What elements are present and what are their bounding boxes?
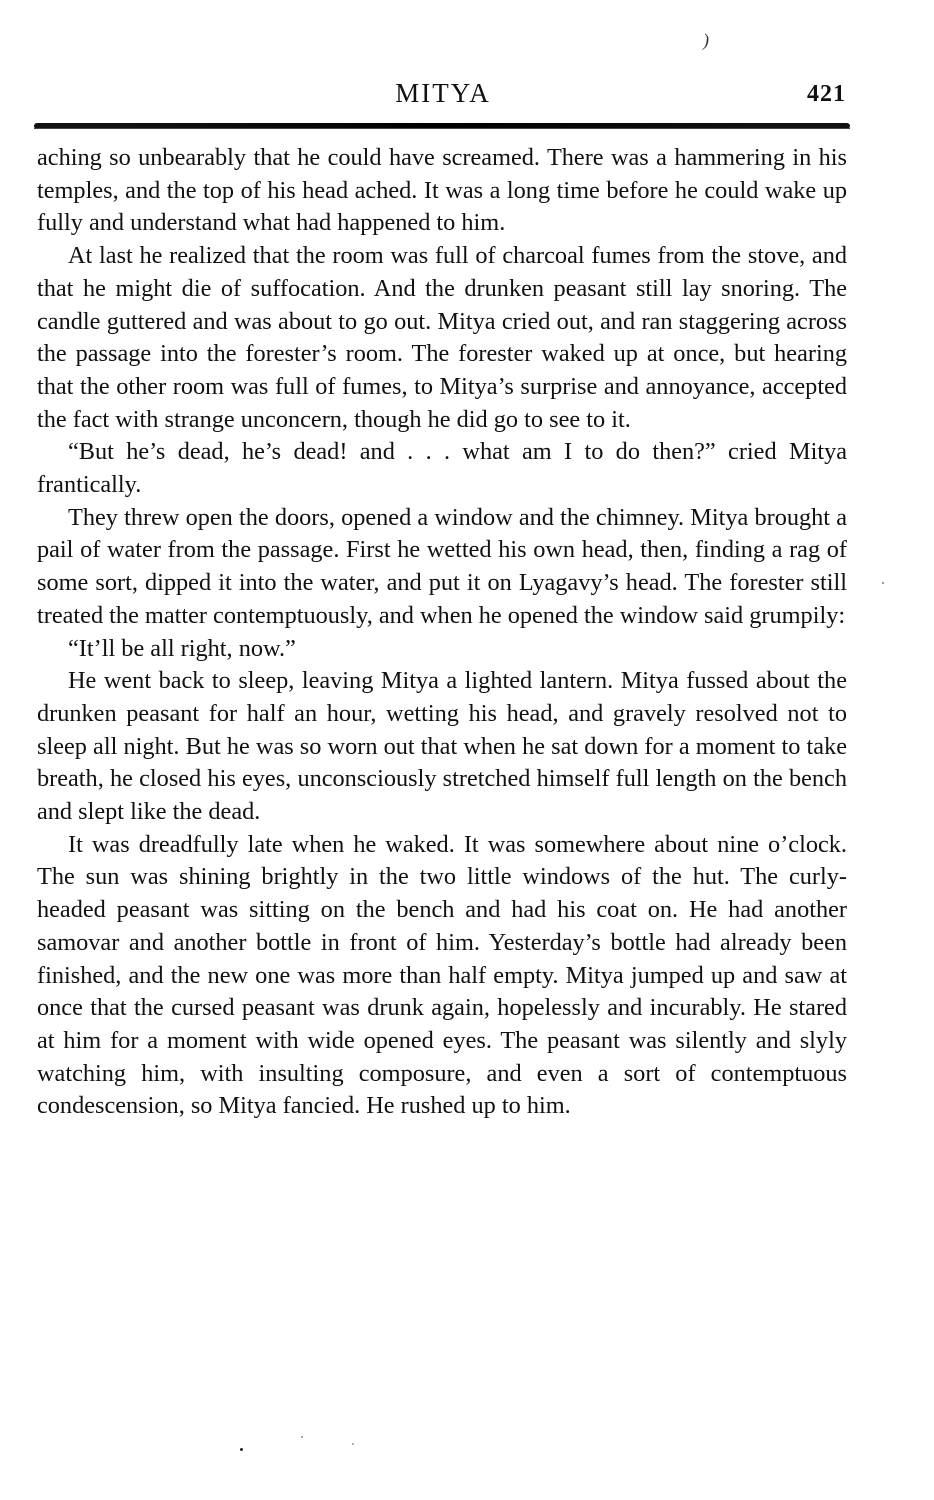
paragraph-4: They threw open the doors, opened a window and the chimney. Mitya brought a pail of water from the passage. First he wetted his own head, then, finding a rag of some sort, dipped it into the water, and put it on Lyagavy’s head. The forester still treated the matter contemptuously, and when he opened the window said grumpily: — [37, 503, 847, 629]
header-rule-thin — [34, 128, 850, 129]
print-speck — [882, 582, 884, 584]
print-speck — [352, 1443, 354, 1445]
running-head — [36, 78, 850, 114]
paragraph-6: He went back to sleep, leaving Mitya a lighted lantern. Mitya fussed about the drunken peasant for half an hour, wetting his head, and gravely resolved not to sleep all night. But he was so worn out that when he sat down for a moment to take breath, he closed his eyes, unconsciously stretched himself full length on the bench and slept like the dead. — [37, 667, 847, 826]
paragraph-5: “It’ll be all right, now.” — [68, 634, 296, 662]
margin-mark: ) — [703, 30, 709, 50]
paragraph-1: aching so unbearably that he could have screamed. There was a hammering in his temples, and the top of his head ached. It was a long time before he could wake up fully and understand what had happened to him. — [37, 144, 847, 237]
print-speck — [301, 1436, 303, 1438]
page-title: MITYA — [395, 78, 491, 108]
paragraph-2: At last he realized that the room was full of charcoal fumes from the stove, and that he might die of suffocation. And the drunken peasant still lay snoring. The candle guttered and was about to go out. Mitya cried out, and ran staggering across the passage into the forester’s room. The forester waked up at once, but hearing that the other room was full of fumes, to Mitya’s surprise and annoyance, accepted the fact with strange unconcern, though he did go to see to it. — [37, 242, 847, 433]
print-speck — [240, 1448, 243, 1451]
body-text — [37, 142, 847, 1123]
paragraph-7: It was dreadfully late when he waked. It was somewhere about nine o’clock. The sun was shining brightly in the two little windows of the hut. The curly-headed peasant was sitting on the bench and had his coat on. He had another samovar and another bottle in front of him. Yesterday’s bottle had already been finished, and the new one was more than half empty. Mitya jumped up and saw at once that the cursed peasant was drunk again, hopelessly and incurably. He stared at him for a moment with wide opened eyes. The peasant was silently and slyly watching him, with insulting composure, and even a sort of contemptuous condescension, so Mitya fancied. He rushed up to him. — [37, 830, 847, 1120]
paragraph-3: “But he’s dead, he’s dead! and . . . what am I to do then?” cried Mitya frantically. — [37, 438, 847, 499]
page-number: 421 — [807, 81, 846, 107]
